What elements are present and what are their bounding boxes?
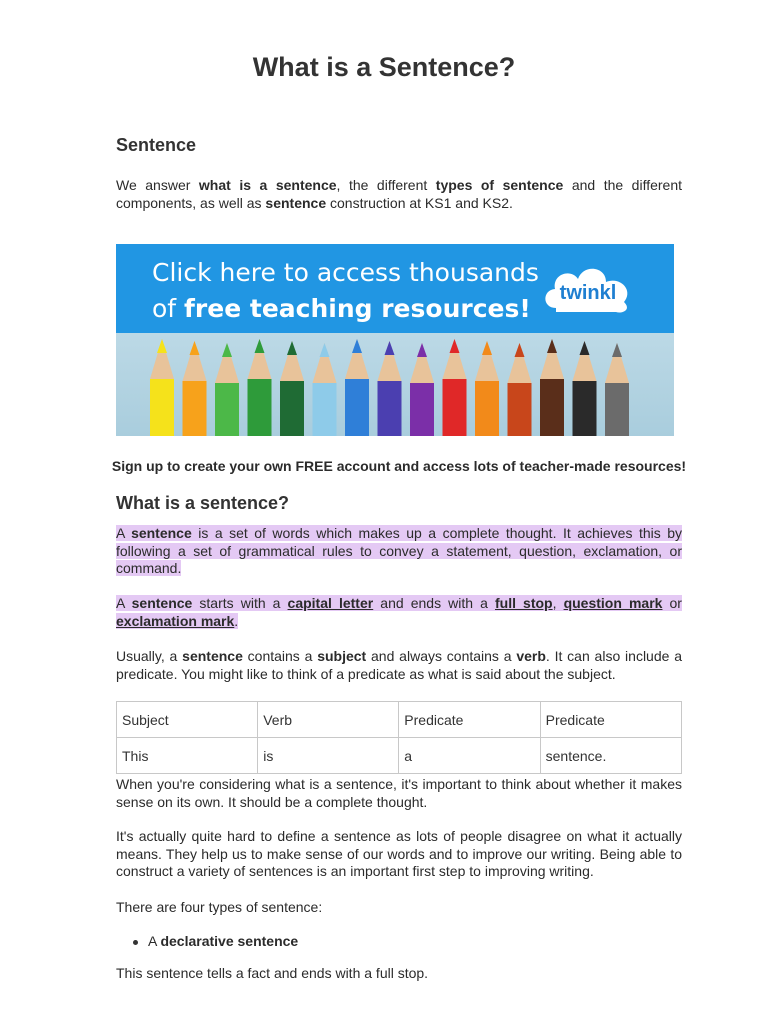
text-run: and ends with a [373, 595, 495, 611]
intro-paragraph [116, 177, 682, 212]
bold-term: verb [516, 648, 546, 664]
table-cell: sentence. [540, 738, 681, 774]
section-heading-what-is: What is a sentence? [116, 493, 290, 513]
banner-line1: Click here to access thousands [152, 258, 539, 287]
table-cell: This [117, 738, 258, 774]
inline-link[interactable]: full stop [494, 595, 553, 611]
text-run: Usually, a [116, 648, 183, 664]
twinkl-logo [538, 258, 638, 318]
pencil [215, 343, 239, 436]
bullet-dot [133, 940, 138, 945]
text-run: . [234, 612, 239, 629]
bold-term: sentence [131, 525, 192, 541]
pencil [475, 341, 499, 436]
pencil [248, 339, 272, 436]
text-run: construction at KS1 and KS2. [326, 194, 513, 211]
inline-link[interactable]: exclamation mark [116, 612, 235, 629]
declarative-description: This sentence tells a fact and ends with a full stop. [116, 965, 429, 981]
inline-link[interactable]: capital letter [287, 595, 374, 611]
text-run: , [552, 595, 564, 611]
pencil [183, 341, 207, 436]
text-run: A [116, 525, 132, 541]
punctuation-paragraph [116, 595, 682, 630]
twinkl-logo-text: twinkl [559, 282, 617, 304]
text-run: contains a [242, 648, 318, 664]
text-run: and always contains a [366, 648, 517, 664]
table-cell: Predicate [399, 702, 540, 738]
pencil [150, 339, 174, 436]
pencil [540, 339, 564, 436]
table-row [117, 702, 682, 738]
subject-verb-paragraph [116, 648, 682, 683]
pencils-image [116, 333, 674, 436]
text-run: or [662, 595, 682, 611]
pencil [345, 339, 369, 436]
pencil [605, 343, 629, 436]
text-run: and the different components, as well as [116, 177, 683, 211]
page-title: What is a Sentence? [252, 52, 516, 82]
bold-term: sentence [131, 595, 193, 611]
banner-line2: of free teaching resources! [152, 294, 531, 323]
text-run: is a set of words which makes up a complete thought. It achieves this by following a set of grammatical rules to convey a statement, question, exclamation, or command. [116, 525, 682, 576]
text-run: A [116, 595, 132, 611]
bullet-bold: declarative sentence [160, 933, 299, 949]
table-cell: is [258, 738, 399, 774]
pencil [508, 343, 532, 436]
text-run: . It can also include a predicate. You might like to think of a predicate as what is said about the subject. [116, 648, 682, 682]
bold-term: sentence [265, 194, 327, 211]
text-run: starts with a [192, 595, 288, 611]
bold-term: subject [317, 648, 367, 664]
bullet-prefix: A [148, 933, 161, 949]
bold-term: types of sentence [435, 177, 564, 193]
pencils-svg [116, 333, 674, 436]
pencil [443, 339, 467, 436]
definition-difficulty-paragraph: It's actually quite hard to define a sentence as lots of people disagree on what it actually means. They help us to make sense of our words and to improve our writing. Being able to construct a variety of sentences is an important first step to improving writing. [116, 828, 682, 879]
complete-thought-paragraph: When you're considering what is a sentence, it's important to think about whether it makes sense on its own. It should be a complete thought. [116, 776, 682, 810]
pencil [573, 341, 597, 436]
section-heading-sentence: Sentence [116, 135, 197, 155]
four-types-paragraph: There are four types of sentence: [116, 899, 323, 915]
bold-term: sentence [182, 648, 243, 664]
twinkl-banner[interactable] [116, 244, 674, 436]
text-run: , the different [336, 177, 436, 193]
pencil [378, 341, 402, 436]
definition-paragraph [116, 525, 682, 578]
inline-link[interactable]: question mark [563, 595, 663, 611]
table-cell: Predicate [540, 702, 681, 738]
pencil [313, 343, 337, 436]
bold-term: what is a sentence [198, 177, 337, 193]
table-row [117, 738, 682, 774]
pencil [280, 341, 304, 436]
table-cell: a [399, 738, 540, 774]
text-run: We answer [116, 177, 199, 193]
list-item-declarative [133, 933, 298, 949]
sentence-table [116, 701, 682, 774]
banner-header [116, 244, 674, 333]
signup-caption: Sign up to create your own FREE account and access lots of teacher-made resources! [111, 458, 687, 474]
table-cell: Verb [258, 702, 399, 738]
pencil [410, 343, 434, 436]
table-cell: Subject [117, 702, 258, 738]
